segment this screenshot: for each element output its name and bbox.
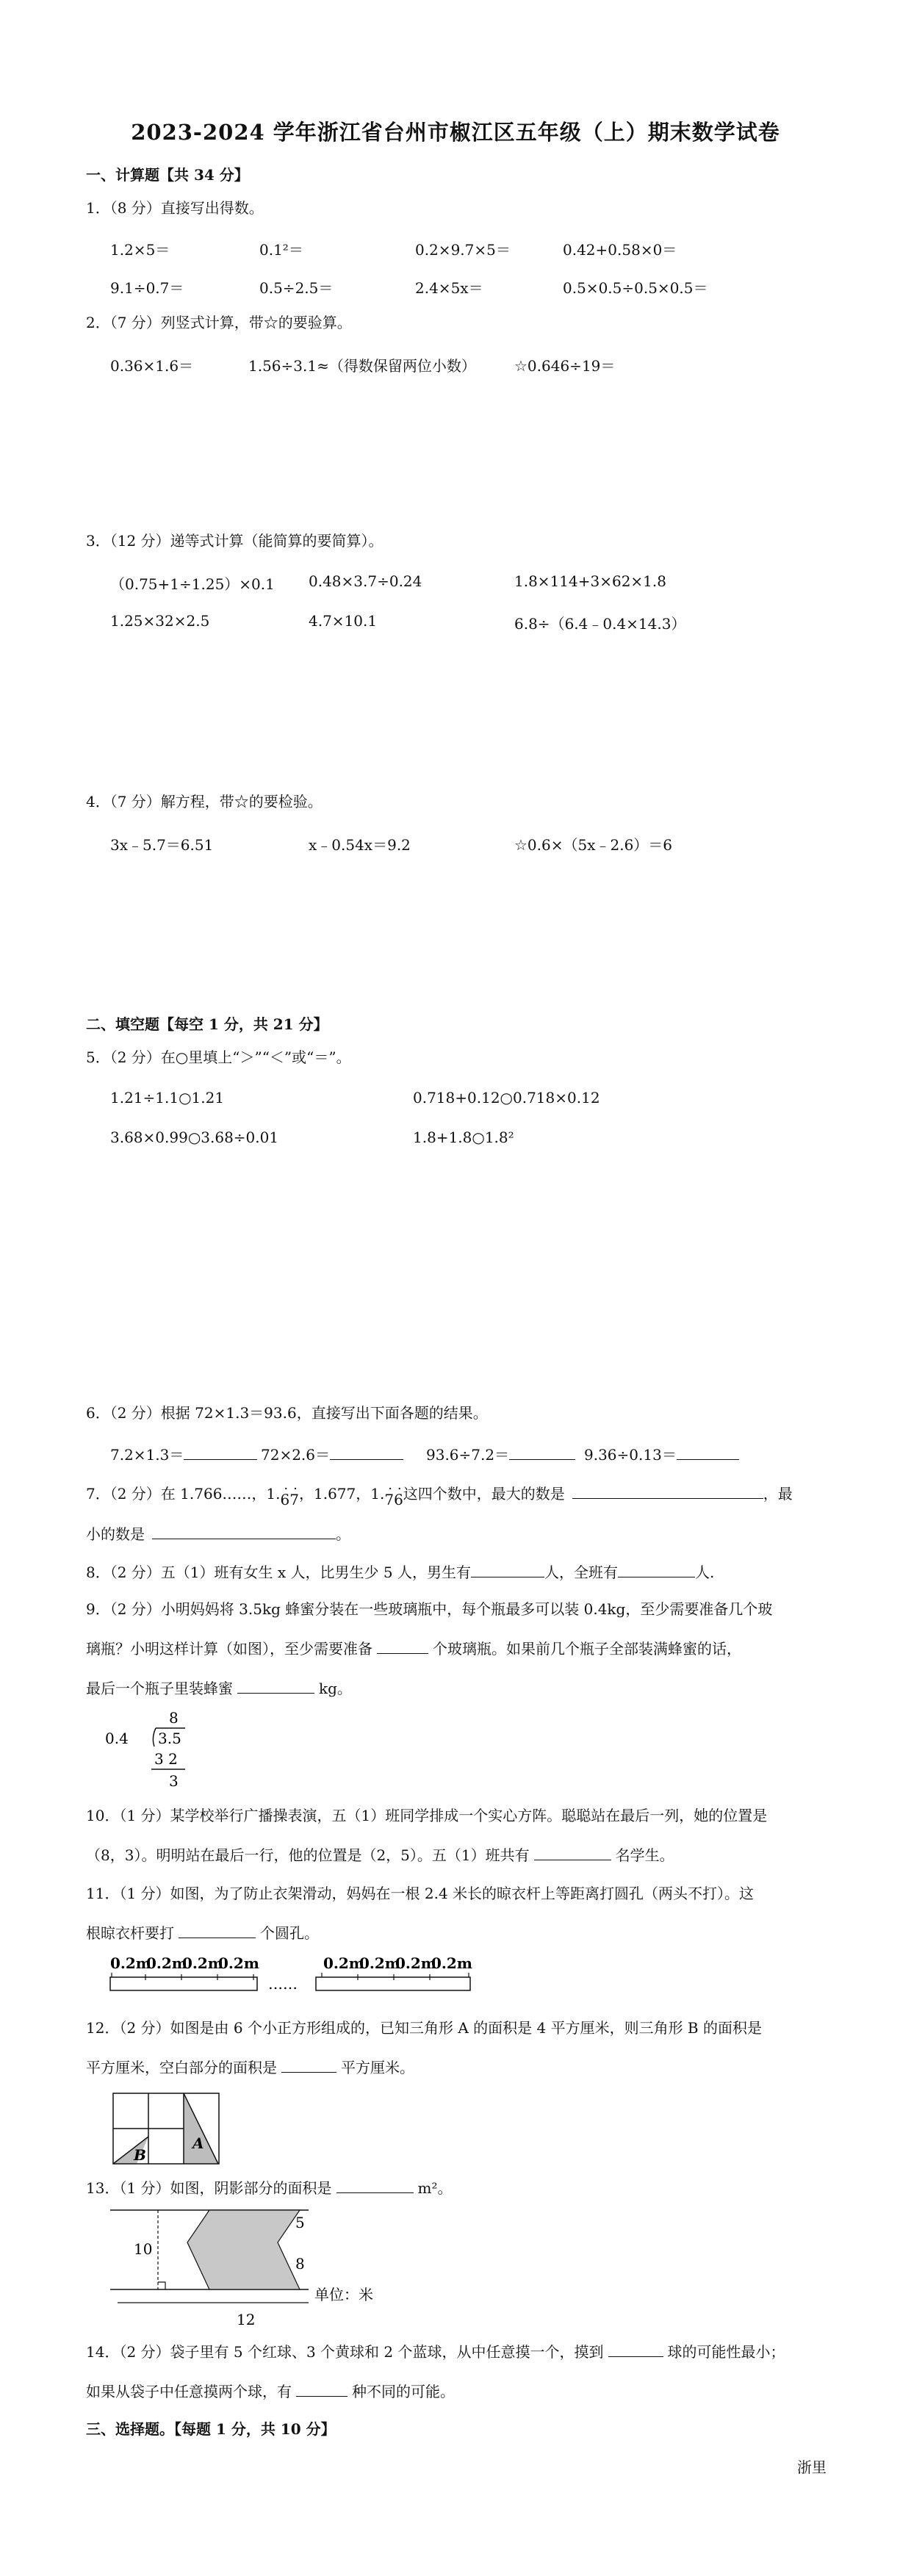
q12-text: 平方厘米。 <box>341 2059 414 2076</box>
q5-item: 1.21÷1.1○1.21 <box>110 1089 225 1107</box>
question-7 <box>86 1483 793 1508</box>
q4-item: ☆0.6×（5x﹣2.6）＝6 <box>514 836 673 854</box>
question-14-line1 <box>86 2340 785 2361</box>
pole-right <box>316 1977 470 1990</box>
q7-repeat-digit: 7 <box>289 1491 299 1508</box>
question-9-line2 <box>86 1637 741 1658</box>
division-quotient: 8 <box>169 1709 179 1727</box>
q6-expr: 93.6÷7.2＝ <box>426 1446 510 1464</box>
q4-item: x﹣0.54x＝9.2 <box>309 836 411 854</box>
q9-text: 个玻璃瓶。如果前几个瓶子全部装满蜂蜜的话， <box>433 1640 741 1658</box>
division-dividend: 3.5 <box>158 1730 181 1747</box>
q1-item: 0.5×0.5÷0.5×0.5＝ <box>563 279 708 297</box>
division-bracket <box>153 1728 156 1746</box>
clothes-pole-figure <box>110 1951 492 2006</box>
q6-item <box>110 1443 257 1464</box>
answer-blank[interactable] <box>534 1846 611 1860</box>
q14-text: 如果从袋子中任意摸两个球，有 <box>86 2383 292 2400</box>
segment-label: 0.2m <box>359 1954 400 1972</box>
q9-text: 璃瓶？小明这样计算（如图），至少需要准备 <box>86 1640 372 1658</box>
q11-text: 个圆孔。 <box>260 1924 319 1942</box>
answer-blank[interactable] <box>184 1446 257 1460</box>
question-10-line2 <box>86 1843 674 1865</box>
answer-blank[interactable] <box>608 2343 663 2357</box>
question-11-line1: 11．（1 分）如图，为了防止衣架滑动，妈妈在一根 2.4 米长的晾衣杆上等距离打圆孔（两头不打）。这 <box>86 1885 755 1902</box>
section-heading-3: 三、选择题。【每题 1 分，共 10 分】 <box>86 2420 336 2438</box>
question-5-stem: 5．（2 分）在○里填上“＞”“＜”或“＝”。 <box>86 1048 351 1066</box>
q1-item: 1.2×5＝ <box>110 241 170 259</box>
q13-text: m²。 <box>417 2179 453 2197</box>
q5-item: 1.8+1.8○1.8² <box>413 1129 514 1146</box>
q7-repeat-digit: 6 <box>394 1491 403 1508</box>
q1-item: 9.1÷0.7＝ <box>110 279 184 297</box>
question-9-line3 <box>86 1677 352 1698</box>
q2-item: 0.36×1.6＝ <box>110 357 194 375</box>
q6-expr: 9.36÷0.13＝ <box>584 1446 677 1464</box>
q3-item: 6.8÷（6.4﹣0.4×14.3） <box>514 615 686 633</box>
pole-ellipsis: …… <box>268 1975 298 1993</box>
q14-text: 种不同的可能。 <box>352 2383 455 2400</box>
q2-item: ☆0.646÷19＝ <box>514 357 616 375</box>
shaded-region <box>187 2210 300 2289</box>
label-A: A <box>192 2134 204 2152</box>
question-9-line1: 9．（2 分）小明妈妈将 3.5kg 蜂蜜分装在一些玻璃瓶中，每个瓶最多可以装 0.4kg，至少需要准备几个玻 <box>86 1600 773 1618</box>
q1-item: 2.4×5x＝ <box>415 279 483 297</box>
section-heading-2: 二、填空题【每空 1 分，共 21 分】 <box>86 1015 328 1033</box>
division-product: 3 2 <box>154 1750 178 1768</box>
answer-blank[interactable] <box>152 1525 336 1539</box>
q7-text: 7．（2 分）在 1.766……，1. <box>86 1485 281 1503</box>
q6-item <box>261 1443 403 1464</box>
division-remainder: 3 <box>169 1772 179 1790</box>
q3-item: 1.25×32×2.5 <box>110 612 210 630</box>
question-14-line2 <box>86 2380 455 2401</box>
q3-item: 1.8×114+3×62×1.8 <box>514 572 666 590</box>
base-label: 12 <box>237 2311 256 2328</box>
question-12-line1: 12．（2 分）如图是由 6 个小正方形组成的，已知三角形 A 的面积是 4 平方厘米，则三角形 B 的面积是 <box>86 2019 762 2037</box>
answer-blank[interactable] <box>509 1446 575 1460</box>
segment-label: 0.2m <box>218 1954 259 1972</box>
top-side-label: 5 <box>295 2214 305 2231</box>
answer-blank[interactable] <box>677 1446 739 1460</box>
q6-item <box>584 1443 739 1464</box>
q3-item: 0.48×3.7÷0.24 <box>309 572 422 590</box>
q7-text: 。 <box>336 1525 350 1543</box>
question-3-stem: 3．（12 分）递等式计算（能简算的要简算）。 <box>86 532 384 550</box>
unit-label: 单位：米 <box>314 2286 373 2303</box>
q6-expr: 72×2.6＝ <box>261 1446 331 1464</box>
segment-label: 0.2m <box>395 1954 436 1972</box>
question-12-line2 <box>86 2056 414 2077</box>
q11-text: 根晾衣杆要打 <box>86 1924 174 1942</box>
q7-text: ，最 <box>763 1485 793 1503</box>
q2-item: 1.56÷3.1≈（得数保留两位小数） <box>248 357 476 375</box>
q1-item: 0.2×9.7×5＝ <box>415 241 511 259</box>
answer-blank[interactable] <box>471 1564 544 1577</box>
section-heading-1: 一、计算题【共 34 分】 <box>86 166 249 184</box>
q1-item: 0.1²＝ <box>259 241 303 259</box>
height-label: 10 <box>134 2240 153 2258</box>
q13-text: 13．（1 分）如图，阴影部分的面积是 <box>86 2179 332 2197</box>
q8-text: 人. <box>694 1564 715 1581</box>
q7-text: ，1.677，1. <box>298 1485 385 1503</box>
question-7-line2 <box>86 1522 350 1544</box>
question-13 <box>86 2176 453 2198</box>
footer-mark: 浙里 <box>797 2458 827 2476</box>
question-6-stem: 6．（2 分）根据 72×1.3＝93.6，直接写出下面各题的结果。 <box>86 1404 488 1422</box>
division-divisor: 0.4 <box>105 1730 129 1747</box>
segment-label: 0.2m <box>110 1954 151 1972</box>
q7-repeat-digit: 7 <box>384 1491 395 1508</box>
mid-side-label: 8 <box>295 2255 305 2273</box>
segment-label: 0.2m <box>182 1954 223 1972</box>
q6-expr: 7.2×1.3＝ <box>110 1446 184 1464</box>
q7-repeat-digit: 6 <box>280 1491 290 1508</box>
squares-figure <box>110 2093 220 2166</box>
q9-text: 最后一个瓶子里装蜂蜜 <box>86 1680 233 1697</box>
q8-text: 8．（2 分）五（1）班有女生 x 人，比男生少 5 人，男生有 <box>86 1564 471 1581</box>
segment-label: 0.2m <box>323 1954 364 1972</box>
answer-blank[interactable] <box>377 1640 428 1654</box>
q12-text: 平方厘米，空白部分的面积是 <box>86 2059 277 2076</box>
q10-text: （8，3）。明明站在最后一行，他的位置是（2，5）。五（1）班共有 <box>86 1846 530 1864</box>
q9-text: kg。 <box>319 1680 352 1697</box>
q14-text: 14．（2 分）袋子里有 5 个红球、3 个黄球和 2 个蓝球，从中任意摸一个，摸到 <box>86 2343 604 2361</box>
q10-text: 名学生。 <box>615 1846 674 1864</box>
question-11-line2 <box>86 1921 319 1943</box>
q5-item: 0.718+0.12○0.718×0.12 <box>413 1089 600 1107</box>
parallelogram-figure <box>103 2203 373 2331</box>
q7-text: 这四个数中，最大的数是 <box>403 1485 565 1503</box>
answer-blank[interactable] <box>572 1485 763 1499</box>
right-angle-mark <box>158 2282 165 2289</box>
answer-blank[interactable] <box>179 1924 256 1938</box>
page-title: 2023-2024 学年浙江省台州市椒江区五年级（上）期末数学试卷 <box>131 120 780 145</box>
question-2-stem: 2．（7 分）列竖式计算，带☆的要验算。 <box>86 314 352 331</box>
q3-item: 4.7×10.1 <box>309 612 378 630</box>
q5-item: 3.68×0.99○3.68÷0.01 <box>110 1129 279 1146</box>
long-division-figure <box>103 1708 191 1791</box>
question-10-line1: 10．（1 分）某学校举行广播操表演，五（1）班同学排成一个实心方阵。聪聪站在最后一列，她的位置是 <box>86 1807 768 1824</box>
q14-text: 球的可能性最小； <box>667 2343 785 2361</box>
question-1-stem: 1．（8 分）直接写出得数。 <box>86 199 264 217</box>
q8-text: 人，全班有 <box>544 1564 618 1581</box>
q7-text: 小的数是 <box>86 1525 145 1543</box>
answer-blank[interactable] <box>330 1446 403 1460</box>
answer-blank[interactable] <box>618 1564 695 1577</box>
q4-item: 3x﹣5.7＝6.51 <box>110 836 214 854</box>
question-4-stem: 4．（7 分）解方程，带☆的要检验。 <box>86 793 323 810</box>
answer-blank[interactable] <box>296 2383 348 2397</box>
q3-item: （0.75+1÷1.25）×0.1 <box>110 575 275 593</box>
segment-label: 0.2m <box>431 1954 472 1972</box>
pole-left <box>110 1977 257 1990</box>
answer-blank[interactable] <box>237 1680 314 1694</box>
q1-item: 0.42+0.58×0＝ <box>563 241 677 259</box>
q6-item <box>426 1443 575 1464</box>
answer-blank[interactable] <box>281 2059 336 2073</box>
segment-label: 0.2m <box>146 1954 187 1972</box>
answer-blank[interactable] <box>336 2179 414 2193</box>
q1-item: 0.5÷2.5＝ <box>259 279 334 297</box>
label-B: B <box>134 2146 146 2164</box>
question-8 <box>86 1561 714 1582</box>
